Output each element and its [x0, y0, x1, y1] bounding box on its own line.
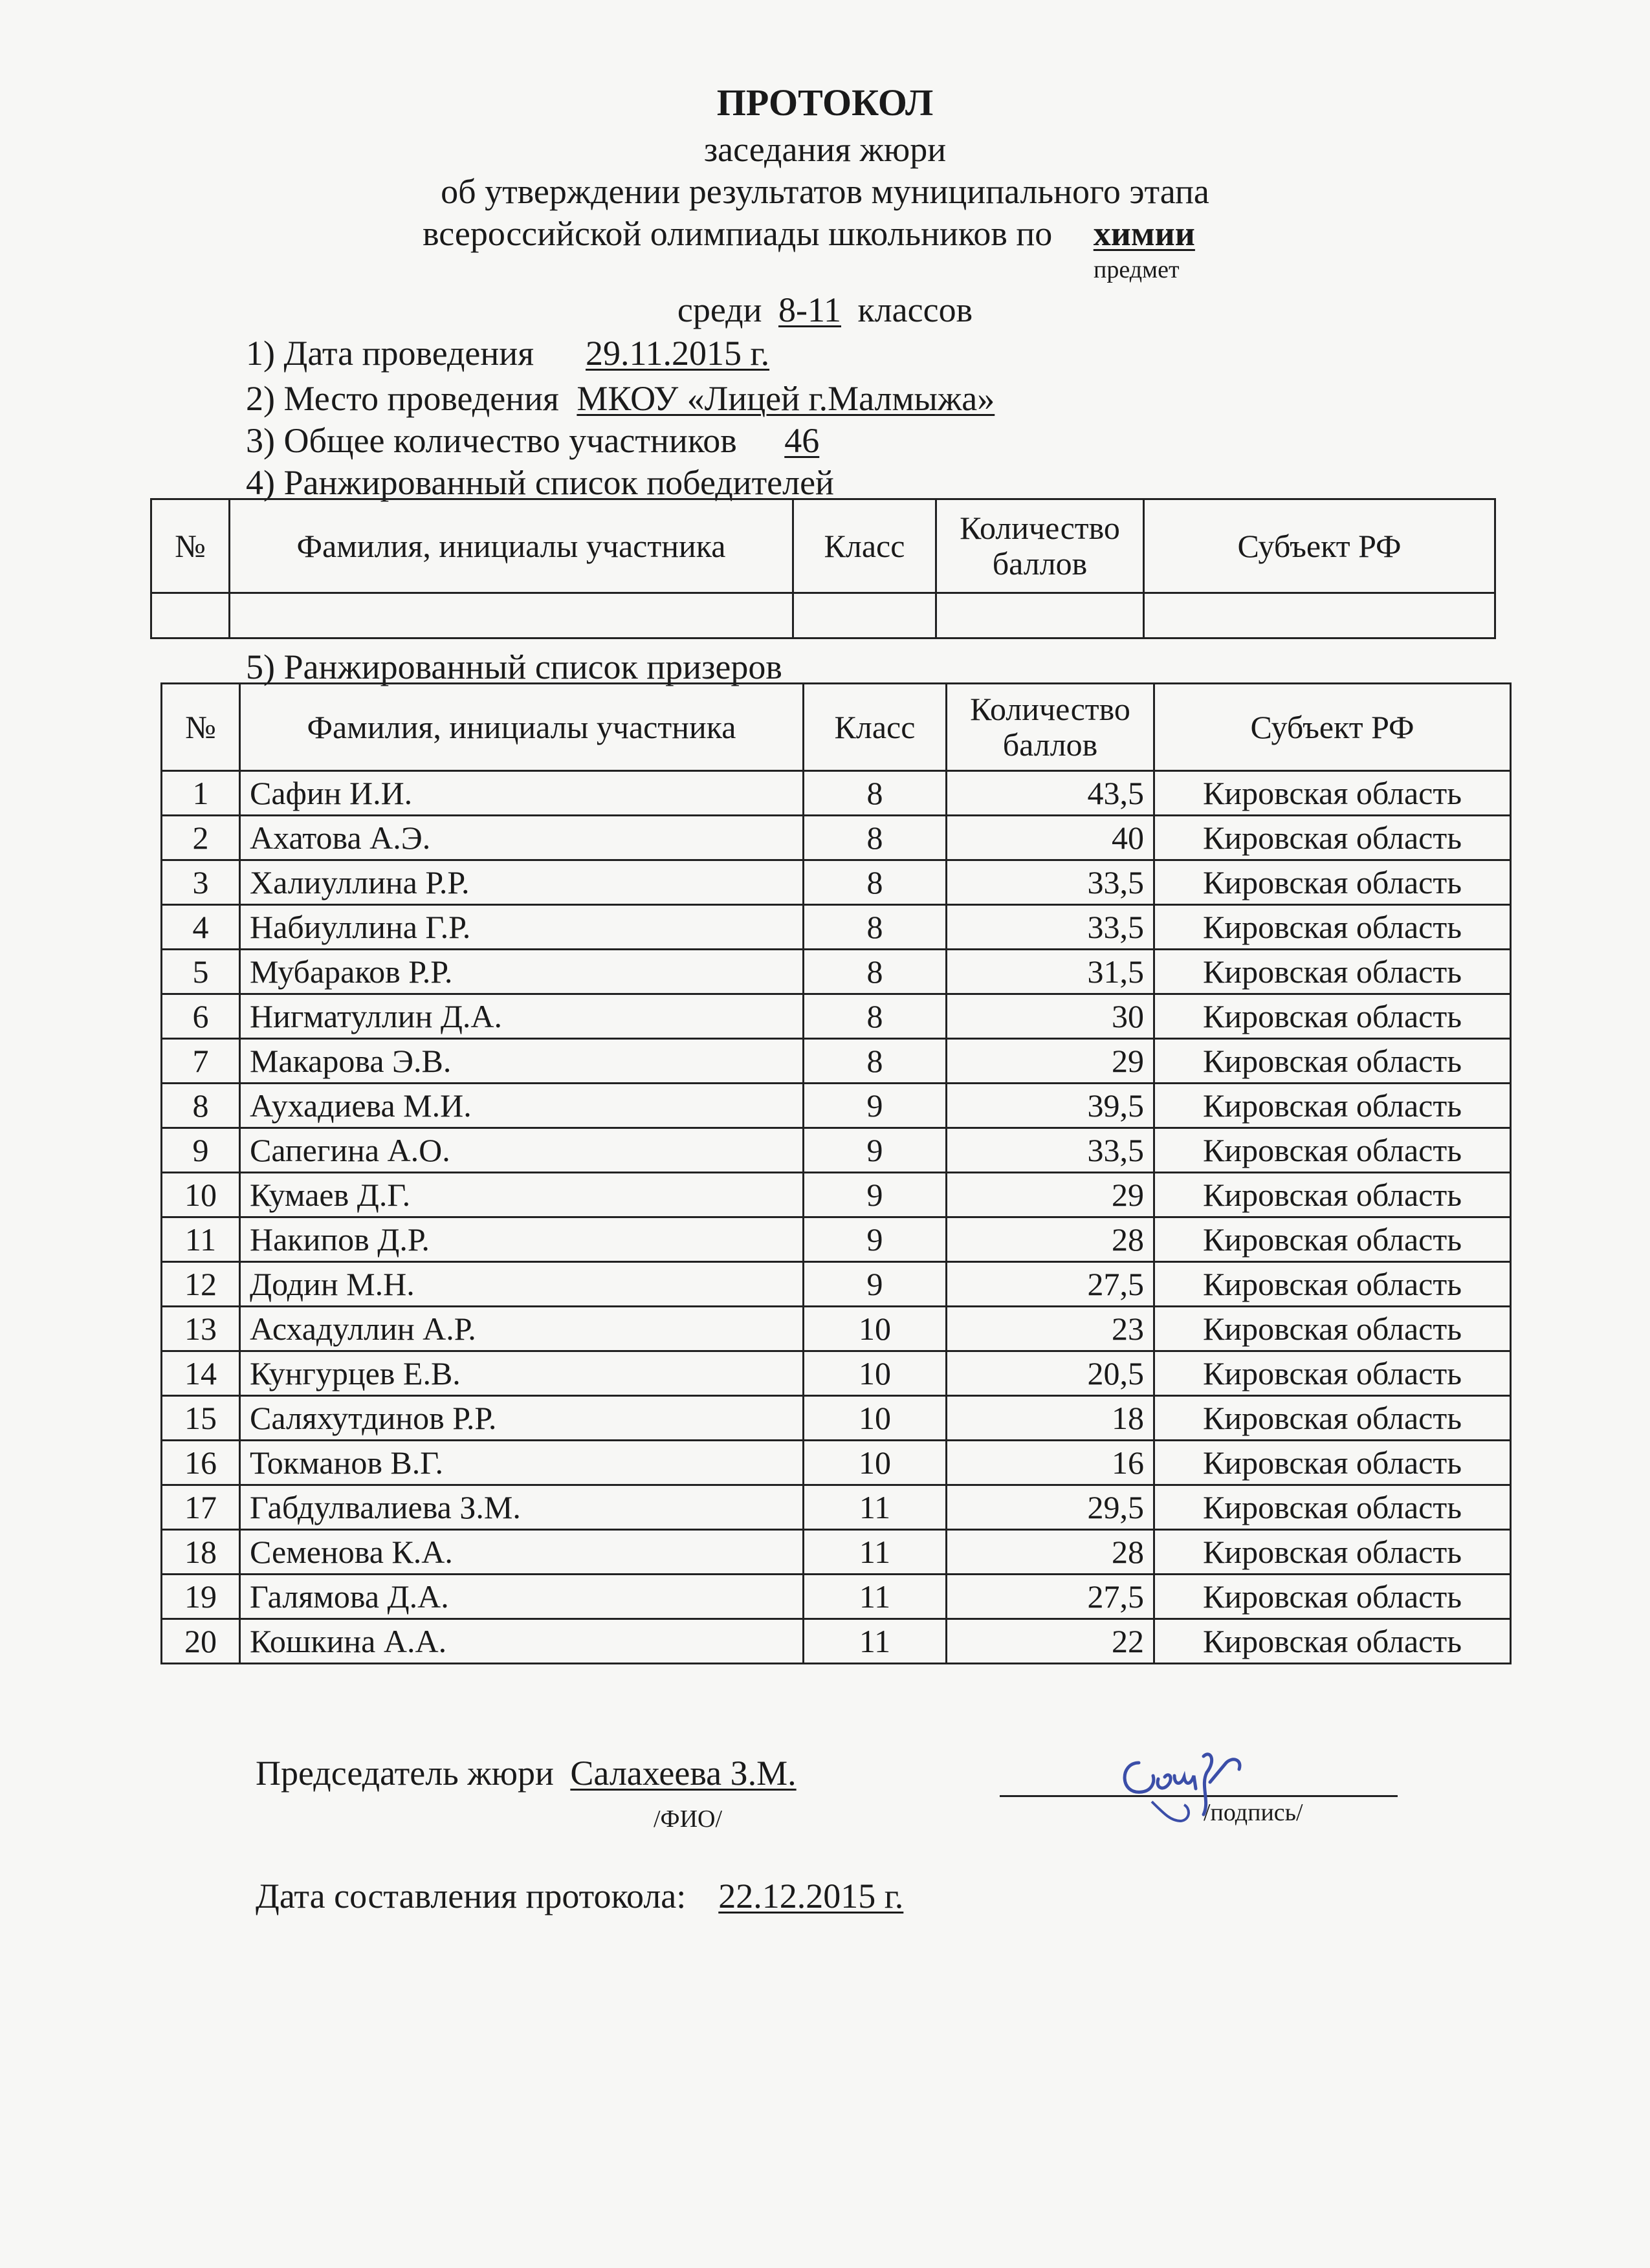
participant-region: Кировская область [1154, 1262, 1511, 1307]
participant-name: Ахатова А.Э. [240, 816, 804, 860]
row-number: 6 [162, 994, 240, 1039]
participant-name: Сапегина А.О. [240, 1128, 804, 1173]
participant-region: Кировская область [1154, 950, 1511, 994]
participant-region: Кировская область [1154, 1039, 1511, 1084]
grades-suffix: классов [857, 290, 973, 329]
row-number: 19 [162, 1575, 240, 1619]
row-number: 15 [162, 1396, 240, 1441]
col-points-line2: баллов [1002, 726, 1098, 763]
participant-region: Кировская область [1154, 1307, 1511, 1351]
row-number: 4 [162, 905, 240, 950]
participant-name: Саляхутдинов Р.Р. [240, 1396, 804, 1441]
participant-points: 18 [947, 1396, 1154, 1441]
participant-grade: 11 [804, 1575, 947, 1619]
participant-grade: 8 [804, 994, 947, 1039]
table-row [162, 1307, 1511, 1351]
participant-name: Халиуллина Р.Р. [240, 860, 804, 905]
participant-points: 29 [947, 1039, 1154, 1084]
participant-points: 22 [947, 1619, 1154, 1664]
participant-name: Кунгурцев Е.В. [240, 1351, 804, 1396]
count-line [246, 420, 871, 461]
row-number: 1 [162, 771, 240, 816]
winners-empty-row [151, 593, 1495, 638]
participant-region: Кировская область [1154, 1084, 1511, 1128]
table-row [162, 950, 1511, 994]
participant-name: Семенова К.А. [240, 1530, 804, 1575]
participant-points: 40 [947, 816, 1154, 860]
participant-grade: 9 [804, 1217, 947, 1262]
title-line-3 [0, 213, 1650, 254]
participant-name: Галямова Д.А. [240, 1575, 804, 1619]
compiled-date-value: 22.12.2015 г. [718, 1877, 904, 1915]
row-number: 18 [162, 1530, 240, 1575]
fio-caption: /ФИО/ [654, 1805, 723, 1833]
participant-name: Габдулвалиева З.М. [240, 1485, 804, 1530]
participant-grade: 10 [804, 1307, 947, 1351]
participant-region: Кировская область [1154, 905, 1511, 950]
table-row [162, 1619, 1511, 1664]
participant-region: Кировская область [1154, 860, 1511, 905]
compiled-date-line [256, 1876, 936, 1916]
row-number: 5 [162, 950, 240, 994]
participant-region: Кировская область [1154, 1173, 1511, 1217]
winners-header-row [151, 499, 1495, 593]
col-num: № [162, 684, 240, 771]
participant-grade: 8 [804, 905, 947, 950]
count-label: 3) Общее количество участников [246, 421, 737, 460]
participant-name: Набиуллина Г.Р. [240, 905, 804, 950]
prizewinners-table [160, 682, 1512, 1664]
row-number: 12 [162, 1262, 240, 1307]
title-line-3-prefix: всероссийской олимпиады школьников по [423, 214, 1053, 253]
participant-points: 29,5 [947, 1485, 1154, 1530]
participant-name: Аухадиева М.И. [240, 1084, 804, 1128]
row-number: 7 [162, 1039, 240, 1084]
row-number: 17 [162, 1485, 240, 1530]
cell [151, 593, 230, 638]
participant-points: 27,5 [947, 1262, 1154, 1307]
participant-points: 39,5 [947, 1084, 1154, 1128]
table-row [162, 994, 1511, 1039]
count-value: 46 [784, 421, 820, 460]
participant-grade: 11 [804, 1530, 947, 1575]
chair-label: Председатель жюри [256, 1754, 554, 1793]
col-points-line1: Количество [970, 691, 1130, 727]
row-number: 11 [162, 1217, 240, 1262]
grades-value: 8-11 [778, 290, 841, 329]
row-number: 14 [162, 1351, 240, 1396]
row-number: 20 [162, 1619, 240, 1664]
participant-name: Токманов В.Г. [240, 1441, 804, 1485]
table-row [162, 1173, 1511, 1217]
participant-grade: 8 [804, 771, 947, 816]
table-row [162, 1262, 1511, 1307]
participant-points: 28 [947, 1530, 1154, 1575]
participant-points: 33,5 [947, 1128, 1154, 1173]
participant-points: 33,5 [947, 905, 1154, 950]
chair-line [256, 1753, 797, 1793]
col-region: Субъект РФ [1154, 684, 1511, 771]
participant-points: 30 [947, 994, 1154, 1039]
title-line-2: об утверждении результатов муниципального этапа [441, 172, 1209, 211]
participant-name: Мубараков Р.Р. [240, 950, 804, 994]
participant-grade: 8 [804, 1039, 947, 1084]
signature-caption: /подпись/ [1204, 1799, 1303, 1826]
participant-grade: 9 [804, 1084, 947, 1128]
table-row [162, 1084, 1511, 1128]
participant-region: Кировская область [1154, 1128, 1511, 1173]
grades-prefix: среди [677, 290, 762, 329]
participant-grade: 10 [804, 1396, 947, 1441]
col-points [947, 684, 1154, 771]
participant-grade: 10 [804, 1441, 947, 1485]
participant-region: Кировская область [1154, 1441, 1511, 1485]
participant-name: Нигматуллин Д.А. [240, 994, 804, 1039]
table-row [162, 771, 1511, 816]
table-row [162, 816, 1511, 860]
place-line [246, 378, 995, 419]
table-row [162, 860, 1511, 905]
cell [793, 593, 936, 638]
date-line [246, 333, 769, 373]
cell [936, 593, 1144, 638]
participant-region: Кировская область [1154, 816, 1511, 860]
participant-grade: 9 [804, 1262, 947, 1307]
col-name: Фамилия, инициалы участника [230, 499, 793, 593]
cell [230, 593, 793, 638]
participant-name: Кошкина А.А. [240, 1619, 804, 1664]
col-grade: Класс [793, 499, 936, 593]
participant-grade: 8 [804, 860, 947, 905]
table-row [162, 1396, 1511, 1441]
subject-value: химии [1093, 214, 1195, 253]
document-title: ПРОТОКОЛ [716, 82, 934, 124]
prizewinners-label: 5) Ранжированный список призеров [246, 648, 782, 686]
col-points-line2: баллов [992, 545, 1088, 582]
date-label: 1) Дата проведения [246, 334, 534, 373]
table-row [162, 1530, 1511, 1575]
place-label: 2) Место проведения [246, 379, 559, 418]
participant-grade: 8 [804, 950, 947, 994]
table-row [162, 1039, 1511, 1084]
col-grade: Класс [804, 684, 947, 771]
table-row [162, 1128, 1511, 1173]
table-row [162, 1441, 1511, 1485]
participant-name: Асхадуллин А.Р. [240, 1307, 804, 1351]
col-name: Фамилия, инициалы участника [240, 684, 804, 771]
prizewinners-header-row [162, 684, 1511, 771]
row-number: 13 [162, 1307, 240, 1351]
date-value: 29.11.2015 г. [586, 334, 770, 373]
row-number: 3 [162, 860, 240, 905]
participant-grade: 9 [804, 1173, 947, 1217]
participant-points: 43,5 [947, 771, 1154, 816]
cell [1144, 593, 1495, 638]
grades-line [0, 290, 1650, 330]
participant-points: 20,5 [947, 1351, 1154, 1396]
participant-name: Кумаев Д.Г. [240, 1173, 804, 1217]
participant-region: Кировская область [1154, 1530, 1511, 1575]
winners-table [150, 498, 1496, 639]
participant-name: Додин М.Н. [240, 1262, 804, 1307]
participant-region: Кировская область [1154, 1351, 1511, 1396]
row-number: 2 [162, 816, 240, 860]
participant-name: Накипов Д.Р. [240, 1217, 804, 1262]
table-row [162, 1485, 1511, 1530]
table-row [162, 1351, 1511, 1396]
participant-region: Кировская область [1154, 1485, 1511, 1530]
participant-grade: 11 [804, 1619, 947, 1664]
participant-points: 16 [947, 1441, 1154, 1485]
col-region: Субъект РФ [1144, 499, 1495, 593]
participant-points: 29 [947, 1173, 1154, 1217]
participant-region: Кировская область [1154, 994, 1511, 1039]
participant-region: Кировская область [1154, 1396, 1511, 1441]
participant-grade: 8 [804, 816, 947, 860]
col-points [936, 499, 1144, 593]
participant-grade: 10 [804, 1351, 947, 1396]
participant-region: Кировская область [1154, 1575, 1511, 1619]
participant-points: 28 [947, 1217, 1154, 1262]
chair-name: Салахеева З.М. [570, 1754, 797, 1793]
place-value: МКОУ «Лицей г.Малмыжа» [577, 379, 995, 418]
table-row [162, 905, 1511, 950]
col-points-line1: Количество [960, 510, 1120, 546]
participant-name: Сафин И.И. [240, 771, 804, 816]
participant-region: Кировская область [1154, 1217, 1511, 1262]
row-number: 10 [162, 1173, 240, 1217]
row-number: 8 [162, 1084, 240, 1128]
table-row [162, 1575, 1511, 1619]
row-number: 16 [162, 1441, 240, 1485]
subject-caption: предмет [1094, 256, 1180, 283]
participant-points: 31,5 [947, 950, 1154, 994]
col-num: № [151, 499, 230, 593]
participant-name: Макарова Э.В. [240, 1039, 804, 1084]
winners-label: 4) Ранжированный список победителей [246, 463, 834, 502]
participant-grade: 9 [804, 1128, 947, 1173]
participant-points: 23 [947, 1307, 1154, 1351]
row-number: 9 [162, 1128, 240, 1173]
participant-grade: 11 [804, 1485, 947, 1530]
participant-points: 33,5 [947, 860, 1154, 905]
title-line-1: заседания жюри [703, 130, 947, 169]
participant-region: Кировская область [1154, 771, 1511, 816]
table-row [162, 1217, 1511, 1262]
compiled-date-label: Дата составления протокола: [256, 1877, 687, 1915]
participant-points: 27,5 [947, 1575, 1154, 1619]
participant-region: Кировская область [1154, 1619, 1511, 1664]
